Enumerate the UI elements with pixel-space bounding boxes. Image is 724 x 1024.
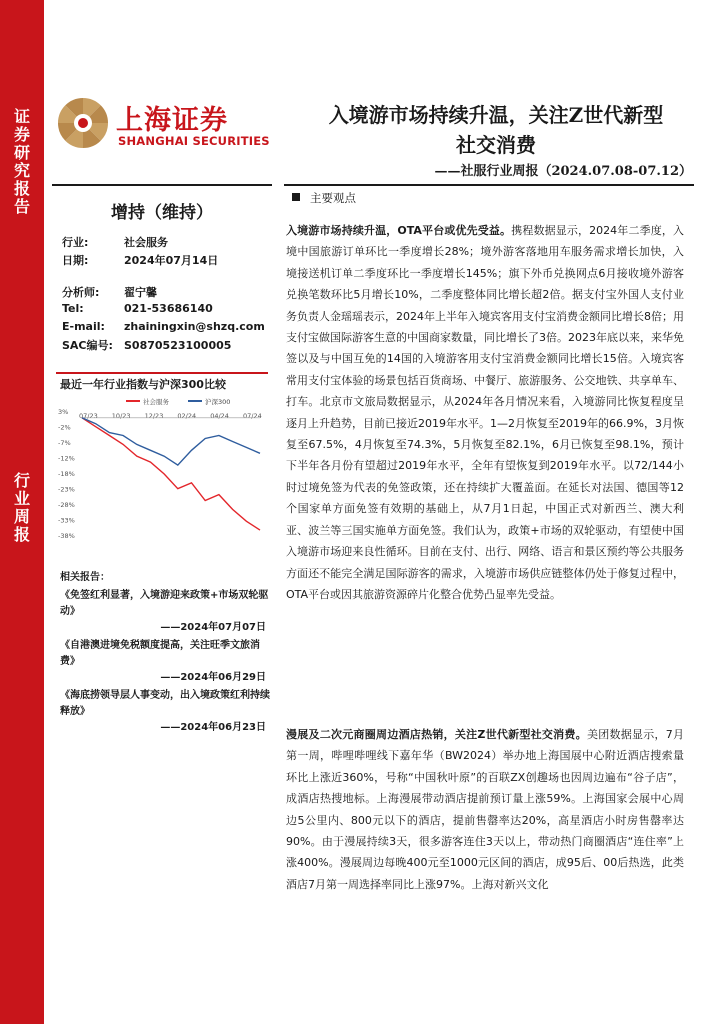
- related-date: ——2024年07月07日: [160, 622, 266, 633]
- y-tick-label: -33%: [58, 516, 75, 525]
- logo-text-en: SHANGHAI SECURITIES: [118, 134, 270, 148]
- paragraph-lead: 入境游市场持续升温，OTA平台或优先受益。: [286, 224, 512, 237]
- x-tick-label: 07/24: [243, 412, 262, 420]
- related-title: 相关报告：: [60, 572, 110, 583]
- related-date: ——2024年06月29日: [160, 672, 266, 683]
- company-logo: [56, 96, 270, 154]
- paragraph-gen-z-consumption: [286, 724, 684, 895]
- related-date: ——2024年06月23日: [160, 722, 266, 733]
- header-rule-left: [52, 184, 272, 186]
- related-item: 《海底捞领导层人事变动，出入境政策红利持续释放》: [60, 690, 270, 717]
- sidebar-bottom-band: [0, 372, 44, 1024]
- main-heading: 主要观点: [292, 190, 356, 206]
- y-tick-label: -38%: [58, 532, 75, 540]
- legend-label: 沪深300: [205, 398, 231, 406]
- heading-square-icon: [292, 193, 300, 201]
- info-analyst: 分析师: 翟宁馨: [62, 286, 157, 299]
- sidebar-top-band: [0, 0, 44, 372]
- x-tick-label: 10/23: [111, 412, 131, 420]
- paragraph-lead: 漫展及二次元商圈周边酒店热销，关注Z世代新型社交消费。: [286, 728, 587, 741]
- report-title-line2: 社交消费: [456, 133, 536, 157]
- rating: 增持（维持）: [111, 203, 213, 223]
- y-tick-label: -2%: [58, 423, 71, 432]
- y-tick-label: -18%: [58, 470, 75, 478]
- info-email: E-mail: zhainingxin@shzq.com: [62, 320, 265, 333]
- y-tick-label: -12%: [58, 454, 75, 463]
- logo-text-cn: 上海证券: [116, 105, 228, 136]
- related-item: 《免签红利显著，入境游迎来政策+市场双轮驱动》: [60, 590, 269, 617]
- y-tick-label: -28%: [58, 501, 75, 509]
- series-line: [82, 418, 260, 465]
- related-reports: [60, 570, 272, 738]
- related-item: 《自港澳进境免税额度提高，关注旺季文旅消费》: [60, 640, 260, 667]
- info-industry: 行业: 社会服务: [62, 236, 168, 249]
- paragraph-inbound-tourism: [286, 220, 684, 605]
- x-tick-label: 07/23: [79, 412, 98, 420]
- x-tick-label: 02/24: [177, 412, 197, 420]
- info-tel: Tel: 021-53686140: [62, 302, 213, 315]
- header-rule-right: [284, 184, 694, 186]
- series-line: [82, 418, 260, 530]
- y-tick-label: -23%: [58, 485, 75, 494]
- legend-label: 社会服务: [143, 398, 169, 406]
- report-title: [290, 100, 702, 160]
- report-title-line1: 入境游市场持续升温，关注Z世代新型: [328, 103, 664, 127]
- x-tick-label: 04/24: [210, 412, 229, 420]
- chart-plot: [56, 396, 268, 546]
- sidebar-label-report-type: 证券研究报告: [13, 107, 30, 216]
- info-sac: SAC编号: S0870523100005: [62, 339, 232, 352]
- paragraph-body: 美团数据显示，7月第一周，哔哩哔哩线下嘉年华（BW2024）举办地上海国展中心附近酒店搜索量环比上涨近360%，号称“中国秋叶原”的百联ZX创趣场也因周边遍布“谷子店”，成酒店热搜地标。上海漫展带动酒店提前预订量上涨59%。上海国家会展中心周边5公里内、800元以下的酒店，提前售罄率达20%，高星酒店小时房售罄率达90%。由于漫展持续3天，很多游客连住3天以上，带动热门商圈酒店“连住率”上涨400%。漫展周边每晚400元至1000元区间的酒店，成95后、00后热选，此类酒店7月第一周选择率同比上涨97%。上海对新兴文化: [286, 728, 684, 891]
- report-subtitle: ——社服行业周报（2024.07.08-07.12）: [434, 164, 692, 179]
- index-comparison-chart: [56, 372, 268, 546]
- paragraph-body: 携程数据显示，2024年二季度，入境中国旅游订单环比一季度增长28%；境外游客落地用车服务需求增长加快，入境接送机订单二季度环比一季度增长145%；旗下外币兑换网点6月接收境外游客兑换笔数环比5月增长10%，二季度整体同比增长超2倍。据支付宝外国人支付业务负责人金瑶瑶表示，2024年上半年入境宾客用支付宝消费金额同比增长8倍；用支付宝做国际游客生意的中国商家数量，同比增长了3倍。2023年底以来，来华免签以及与中国互免的14国的入境游客用支付宝消费金额同比增长15倍。入境宾客常用支付宝体验的场景包括百货商场、中餐厅、旅游服务、公交地铁、共享单车、打车。北京市文旅局数据显示，从2024年各月情况来看，入境游同比恢复程度呈逐月上升趋势，目前已接近2019年水平。1—2月恢复至2019年的66.9%，3月恢复至67.5%，4月恢复至74.3%，5月恢复至82.1%，6月已恢复至98.1%，预计下半年各月份有望超过2019年水平，全年有望恢复到2019年水平。以72/144小时过境免签为代表的免签政策，还在持续扩大覆盖面。在延长对法国、德国等12个国家单方面免签有效期的基础上，从7月1日起，中国正式对新西兰、澳大利亚、波兰等三国实施单方面免签。我们认为，政策+市场的双轮驱动，有望使中国入境游市场迎来良性循环。目前在支付、出行、网络、语言和景区预约等公共服务方面还不能完全满足国际游客的需求，入境游市场供应链整体仍处于修复过程中，OTA平台或因其旅游资源碎片化整合优势凸显率先受益。: [286, 224, 685, 601]
- chart-title: 最近一年行业指数与沪深300比较: [60, 378, 226, 391]
- sidebar-label-weekly: 行业周报: [13, 471, 30, 544]
- y-tick-label: 3%: [58, 408, 69, 416]
- logo-emblem-icon: [56, 96, 110, 150]
- info-date: 日期: 2024年07月14日: [62, 254, 219, 267]
- x-tick-label: 12/23: [144, 412, 164, 420]
- y-tick-label: -7%: [58, 439, 71, 447]
